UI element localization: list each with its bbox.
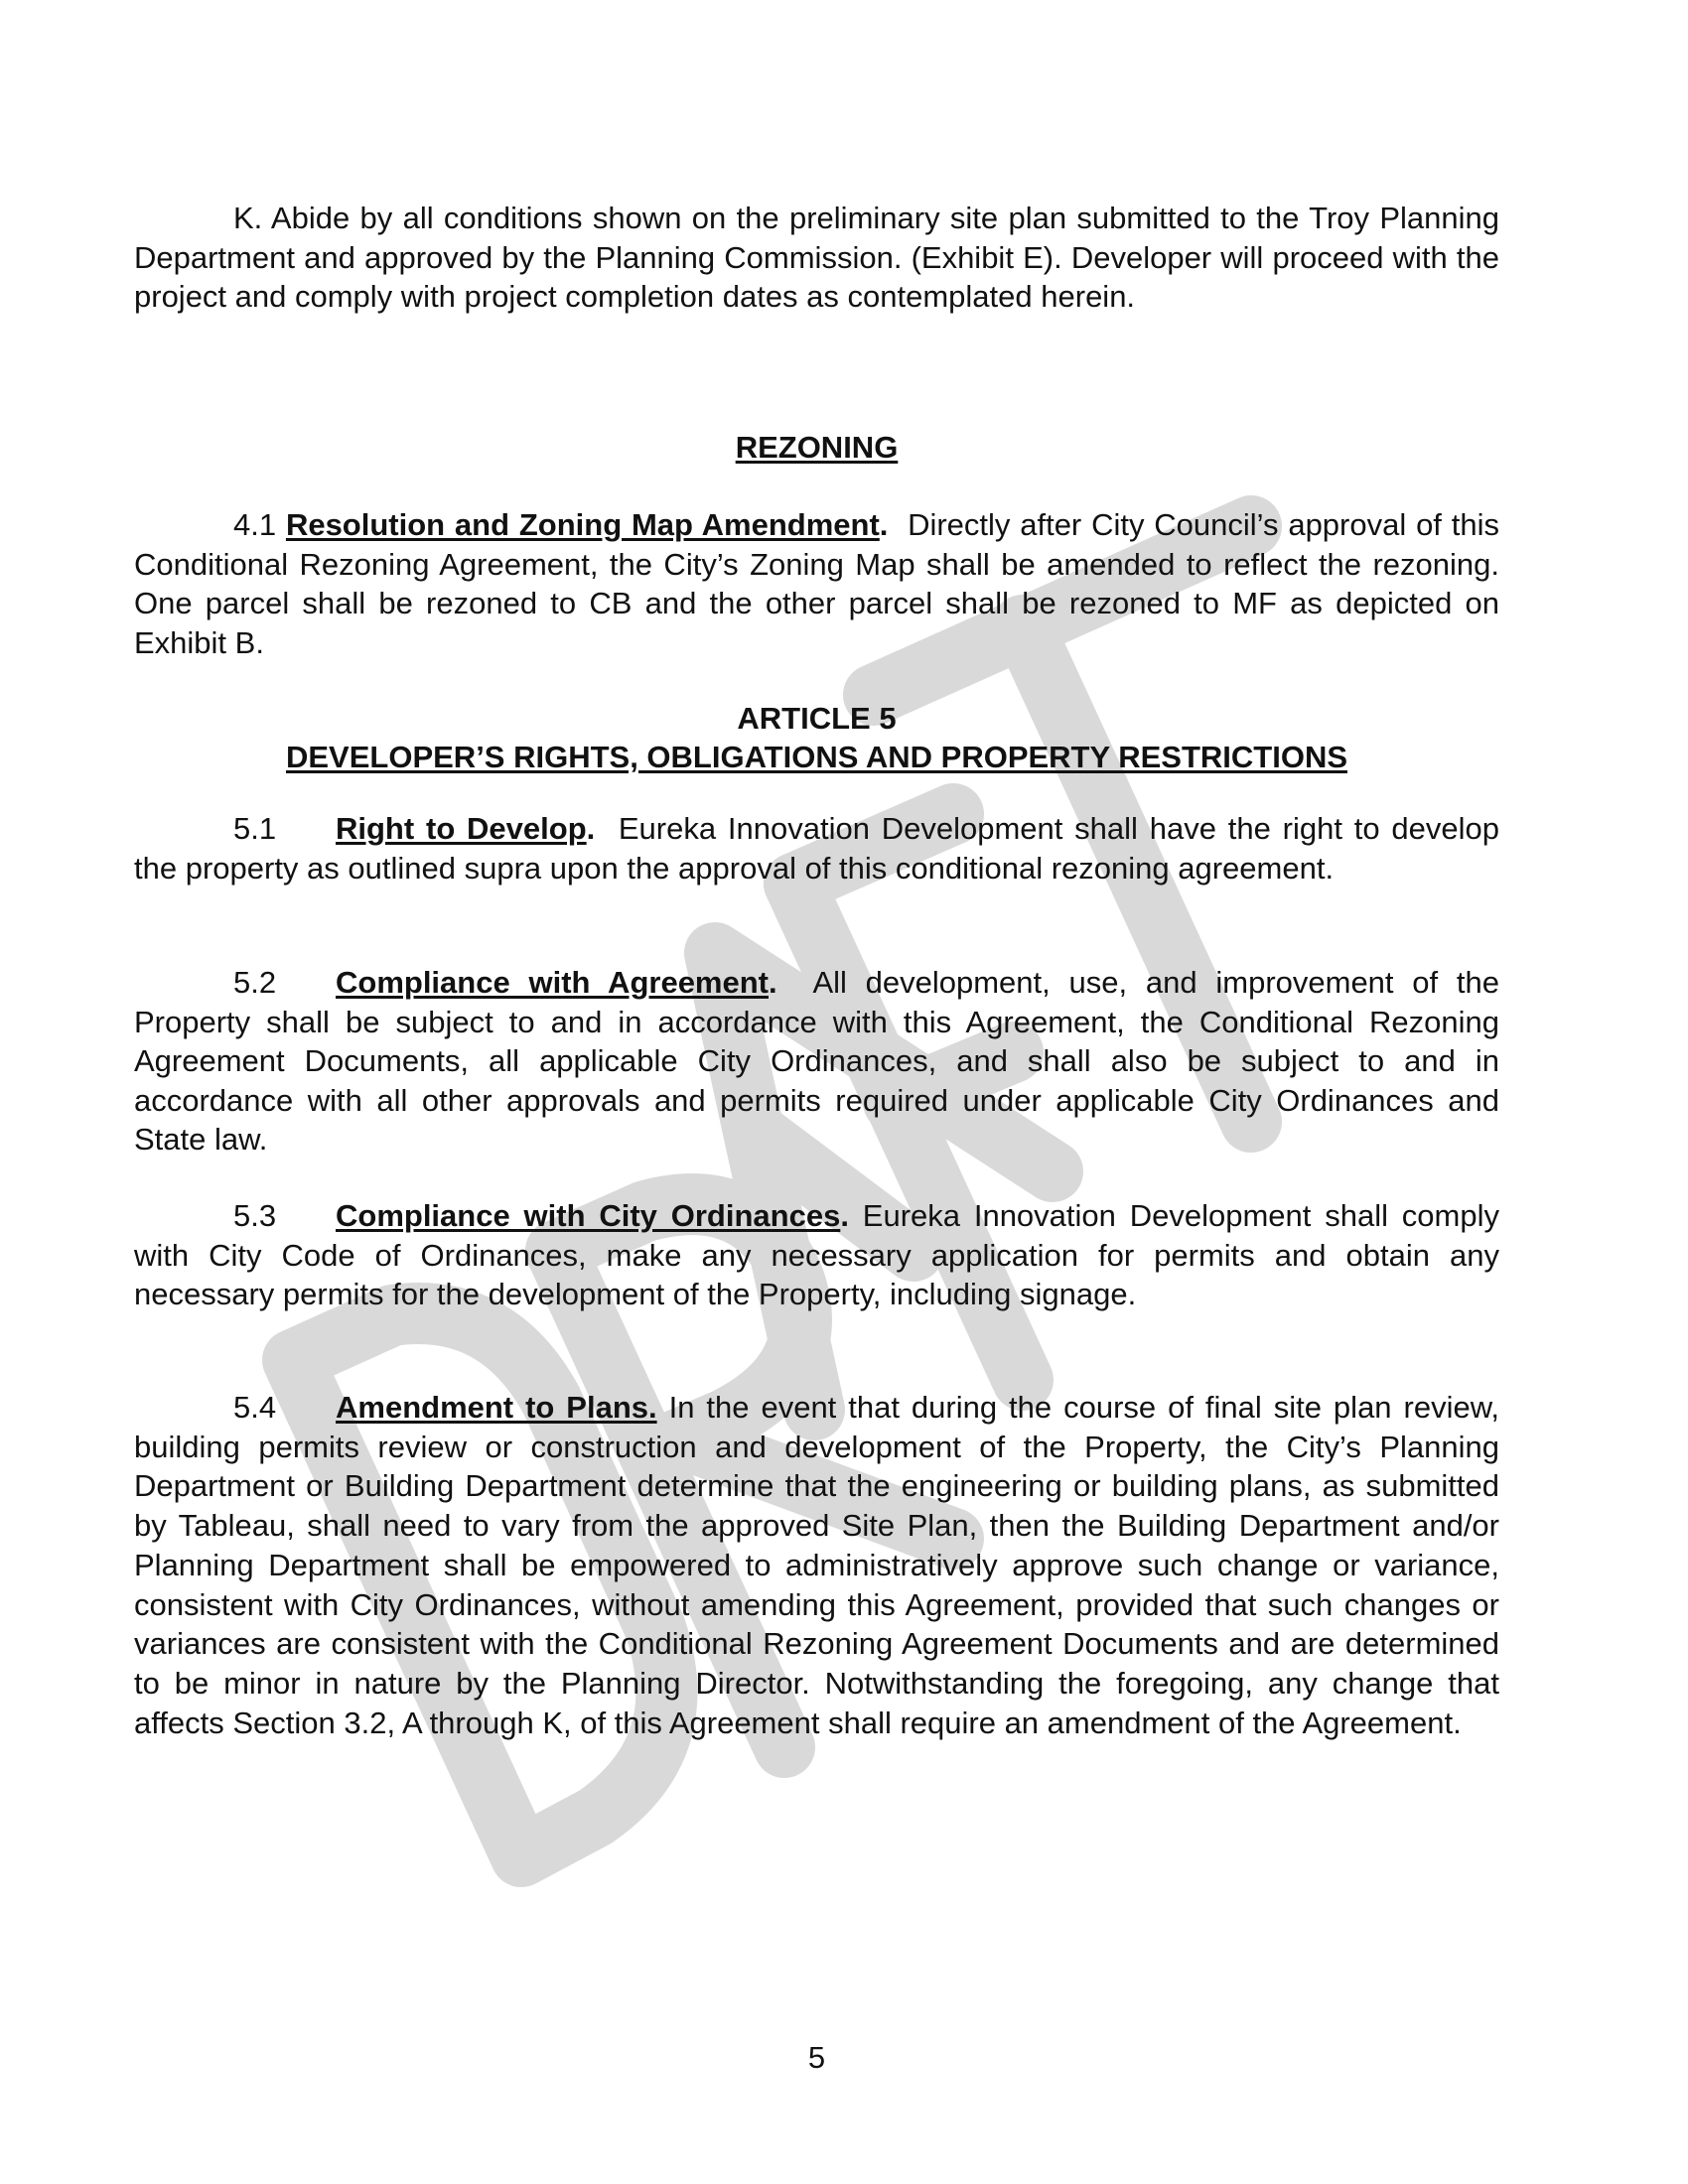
section-number: 5.1 [233,811,277,846]
section-title-punct: . [586,811,596,846]
section-number: 5.4 [233,1390,277,1425]
section-body: In the event that during the course of final site plan review, building permits review or construction and development of the Property, the City’s Planning Department or Building Department determine that the engineering or building plans, as submitted by Tableau, shall need to vary from the approved Site Plan, then the Building Department and/or Planning Department shall be empowered to administratively approve such change or variance, consistent with City Ordinances, without amending this Agreement, provided that such changes or variances are consistent with the Conditional Rezoning Agreement Documents and are determined to be minor in nature by the Planning Director. Notwithstanding the foregoing, any change that affects Section 3.2, A through K, of this Agreement shall require an amendment of the Agreement. [134,1390,1499,1740]
section-number: 5.3 [233,1198,277,1233]
section-title: Compliance with Agreement [336,965,769,1000]
section-title: Resolution and Zoning Map Amendment [285,507,880,542]
section-body: Eureka Innovation Development shall comply with City Code of Ordinances, make any necessary application for permits and obtain any necessary permits for the development of the Property, including signage. [134,1198,1499,1312]
rezoning-heading-text: REZONING [735,430,899,465]
section-title-punct: . [769,965,777,1000]
article-5-subheading [134,738,1499,776]
section-4-1 [134,505,1499,662]
section-5-1 [134,809,1499,887]
section-5-4 [134,1388,1499,1742]
section-title-punct: . [879,507,889,542]
page-number: 5 [807,2040,826,2075]
paragraph-k-text: K. Abide by all conditions shown on the preliminary site plan submitted to the Troy Planning Department and approved by the Planning Commission. (Exhibit E). Developer will proceed with the project and comply with project completion dates as contemplated herein. [134,201,1499,315]
article-5-subheading-text: DEVELOPER’S RIGHTS, OBLIGATIONS AND PROPERTY RESTRICTIONS [285,740,1348,774]
section-5-2 [134,963,1499,1160]
section-body: Eureka Innovation Development shall have the right to develop the property as outlined supra upon the approval of this conditional rezoning agreement. [134,811,1499,886]
rezoning-heading [134,428,1499,467]
section-title: Compliance with City Ordinances [336,1198,841,1233]
article-5-heading [134,699,1499,738]
section-title: Amendment to Plans. [336,1390,657,1425]
section-title: Right to Develop [336,811,587,846]
section-title-punct: . [840,1198,849,1233]
section-5-3 [134,1196,1499,1314]
section-body: Directly after City Council’s approval of this Conditional Rezoning Agreement, the City’s Zoning Map shall be amended to reflect the rezoning. One parcel shall be rezoned to CB and the other parcel shall be rezoned to MF as depicted on Exhibit B. [134,507,1499,660]
section-number: 4.1 [233,507,277,542]
section-body: All development, use, and improvement of the Property shall be subject to and in accordance with this Agreement, the Conditional Rezoning Agreement Documents, all applicable City Ordinances, and shall also be subject to and in accordance with all other approvals and permits required under applicable City Ordinances and State law. [134,965,1500,1158]
document-page [134,0,1499,2184]
article-5-heading-text: ARTICLE 5 [737,701,897,736]
paragraph-k [134,199,1499,317]
section-number: 5.2 [233,965,277,1000]
